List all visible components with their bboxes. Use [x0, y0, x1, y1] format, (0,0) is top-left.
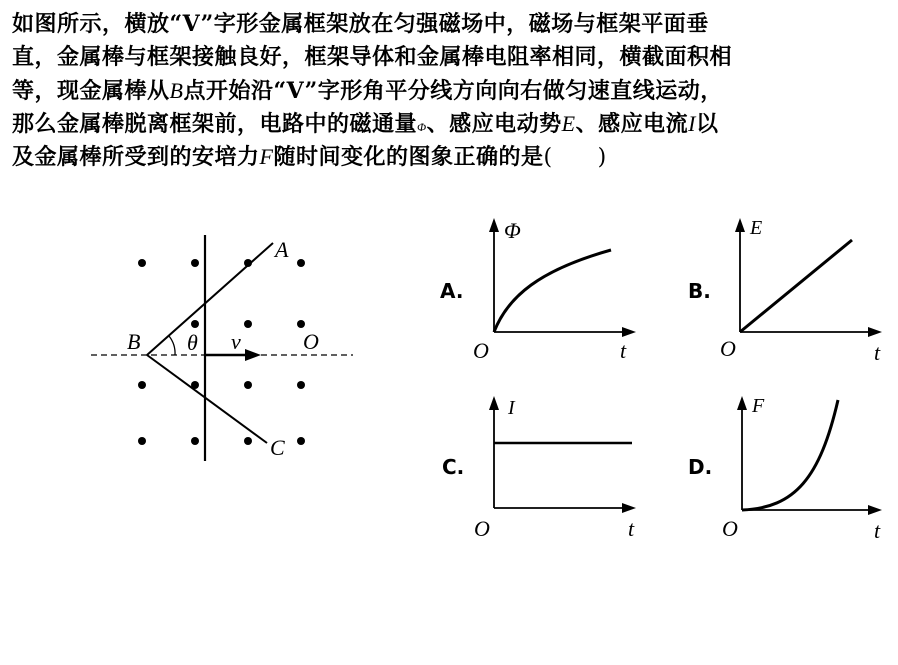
option-a-graph	[430, 210, 650, 365]
field-dot	[297, 381, 305, 389]
label-v: v	[231, 329, 241, 354]
question-line-5: 及金属棒所受到的安培力F随时间变化的图象正确的是( )	[12, 144, 607, 170]
field-dot	[244, 320, 252, 328]
label-C: C	[270, 435, 285, 460]
x-axis-label: t	[628, 516, 635, 541]
frame-arm-upper	[147, 243, 273, 355]
option-d-letter: D.	[688, 455, 713, 479]
y-axis-label: E	[750, 217, 763, 239]
origin-label: O	[474, 516, 490, 541]
field-dot	[191, 381, 199, 389]
y-axis-arrow	[735, 218, 745, 232]
field-dot	[191, 437, 199, 445]
option-c-graph	[430, 388, 650, 543]
y-axis-label: I	[508, 397, 515, 419]
y-axis-label: Φ	[504, 218, 521, 243]
v-frame-figure	[85, 225, 365, 475]
field-dot	[244, 437, 252, 445]
option-d-graph	[680, 388, 895, 543]
x-axis-arrow	[868, 327, 882, 337]
var-B: B	[169, 78, 184, 103]
y-axis-arrow	[489, 396, 499, 410]
field-dot	[138, 437, 146, 445]
y-axis-label: F	[752, 395, 765, 417]
var-phi: Φ	[417, 120, 427, 134]
magnetic-field-dots	[138, 259, 305, 445]
question-line-2: 直，金属棒与框架接触良好，框架导体和金属棒电阻率相同，横截面积相	[12, 44, 733, 70]
origin-label: O	[473, 338, 489, 363]
question-line-4: 那么金属棒脱离框架前，电路中的磁通量Φ、感应电动势E、感应电流I以	[12, 111, 719, 137]
question-text	[12, 8, 888, 173]
origin-label: O	[722, 516, 738, 541]
field-dot	[244, 259, 252, 267]
theta-arc	[169, 336, 175, 355]
x-axis-arrow	[868, 505, 882, 515]
var-E: E	[561, 111, 576, 136]
option-b-letter: B.	[688, 279, 711, 303]
field-dot	[191, 259, 199, 267]
curve-e	[740, 240, 852, 332]
field-dot	[191, 320, 199, 328]
field-dot	[138, 259, 146, 267]
question-line-1: 如图所示，横放“V”字形金属框架放在匀强磁场中，磁场与框架平面垂	[12, 11, 709, 37]
label-O: O	[303, 329, 319, 354]
x-axis-label: t	[874, 518, 881, 543]
option-b-graph	[680, 210, 895, 365]
option-a-letter: A.	[440, 279, 464, 303]
frame-arm-lower	[147, 355, 267, 443]
answer-blank: ( )	[543, 145, 607, 170]
origin-label: O	[720, 336, 736, 361]
field-dot	[297, 437, 305, 445]
y-axis-arrow	[737, 396, 747, 410]
field-dot	[138, 381, 146, 389]
label-A: A	[275, 237, 289, 262]
velocity-arrow-head	[245, 349, 261, 361]
var-I: I	[688, 111, 696, 136]
y-axis-arrow	[489, 218, 499, 232]
x-axis-label: t	[620, 338, 627, 363]
option-c-letter: C.	[442, 455, 465, 479]
question-line-3: 等，现金属棒从B点开始沿“V”字形角平分线方向向右做匀速直线运动，	[12, 78, 723, 104]
x-axis-label: t	[874, 340, 881, 365]
field-dot	[297, 320, 305, 328]
label-theta: θ	[187, 330, 198, 355]
curve-phi	[494, 250, 611, 332]
x-axis-arrow	[622, 503, 636, 513]
field-dot	[244, 381, 252, 389]
x-axis-arrow	[622, 327, 636, 337]
field-dot	[297, 259, 305, 267]
label-B: B	[127, 329, 141, 354]
var-F: F	[259, 144, 274, 169]
